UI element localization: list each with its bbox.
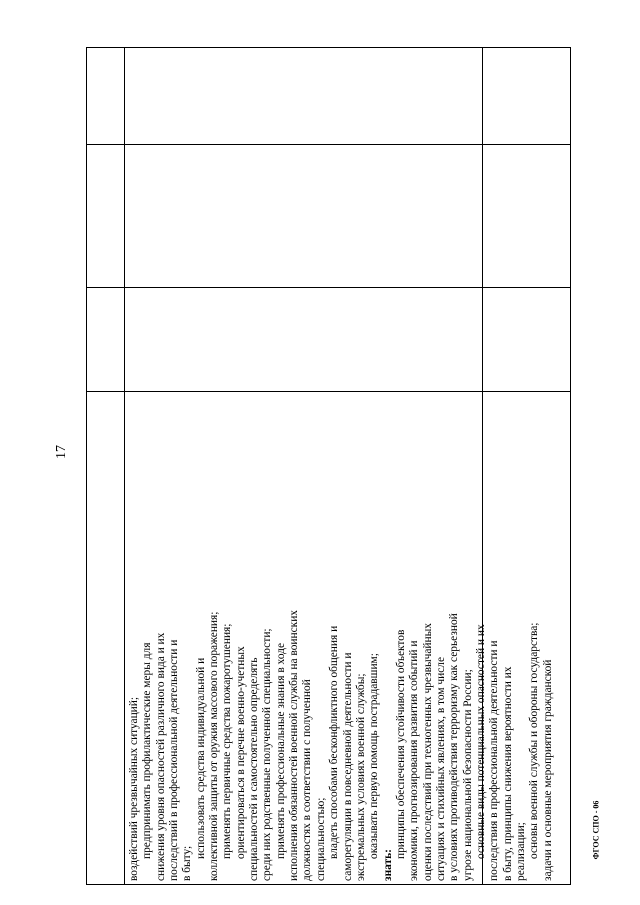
content-cell: [128, 51, 554, 881]
cell-text-line: исполнения обязанностей военной службы на воинских: [288, 610, 301, 881]
cell-text-line: экономики, прогнозирования развития событий и: [408, 640, 421, 881]
cell-text-line: специальностей и самостоятельно определять: [248, 657, 261, 881]
table-divider: [86, 144, 571, 145]
cell-text-line: экстремальных условиях военной службы;: [354, 673, 367, 881]
cell-text-line: саморегуляции в повседневной деятельности и: [341, 652, 354, 881]
cell-text-line: снижения уровня опасностей различного вида и их: [154, 632, 167, 881]
cell-text-line: последствий в профессиональной деятельности и: [168, 639, 181, 881]
cell-text-line: реализации;: [514, 822, 527, 881]
cell-text-line: ситуациях и стихийных явлениях, в том числе: [434, 656, 447, 881]
table-divider: [86, 287, 571, 288]
cell-text-line: в быту;: [181, 845, 194, 881]
rotated-table-area: [86, 47, 571, 885]
cell-text-line: коллективной защиты от оружия массового поражения;: [208, 611, 221, 881]
cell-text-line: воздействий чрезвычайных ситуаций;: [128, 696, 140, 881]
cell-text-line: угрозе национальной безопасности России;: [461, 669, 474, 881]
cell-text-line: задачи и основные мероприятия гражданской: [541, 659, 554, 881]
cell-text-line: в условиях противодействия терроризму как серьезной: [448, 613, 461, 881]
cell-text-line: оказывать первую помощь пострадавшим;: [368, 653, 381, 859]
cell-text-line: в быту, принципы снижения вероятности их: [501, 666, 514, 881]
table-divider: [86, 391, 571, 392]
table-column-extra: [483, 47, 571, 885]
cell-text-line: применять первичные средства пожаротушения;: [221, 623, 234, 859]
cell-text-line: ориентироваться в перечне военно-учетных: [234, 646, 247, 859]
cell-text-line: оценки последствий при техногенных чрезвычайных: [421, 623, 434, 881]
cell-text-line: владеть способами бесконфликтного общения и: [328, 625, 341, 859]
cell-text-line: среди них родственные полученной специальности;: [261, 628, 274, 881]
cell-text-line: специальностью;: [314, 797, 327, 881]
cell-text-line: должностях в соответствии с полученной: [301, 679, 314, 881]
page-number: 17: [54, 445, 69, 459]
document-footer: ФГОС СПО - 06: [591, 800, 601, 860]
table-column-content: [125, 47, 554, 885]
cell-text-line: применять профессиональные знания в ходе: [274, 642, 287, 859]
cell-text-line: последствия в профессиональной деятельности и: [488, 640, 501, 881]
table-column-index: [86, 47, 125, 885]
cell-text-line: использовать средства индивидуальной и: [194, 657, 207, 859]
curriculum-table: [86, 47, 571, 885]
cell-text-line: знать:: [381, 849, 394, 881]
cell-text-line: основные виды потенциальных опасностей и их: [474, 624, 487, 859]
cell-text-line: предпринимать профилактические меры для: [141, 642, 154, 859]
cell-text-line: принципы обеспечения устойчивости объектов: [394, 629, 407, 859]
cell-text-line: основы военной службы и обороны государства;: [528, 622, 541, 859]
